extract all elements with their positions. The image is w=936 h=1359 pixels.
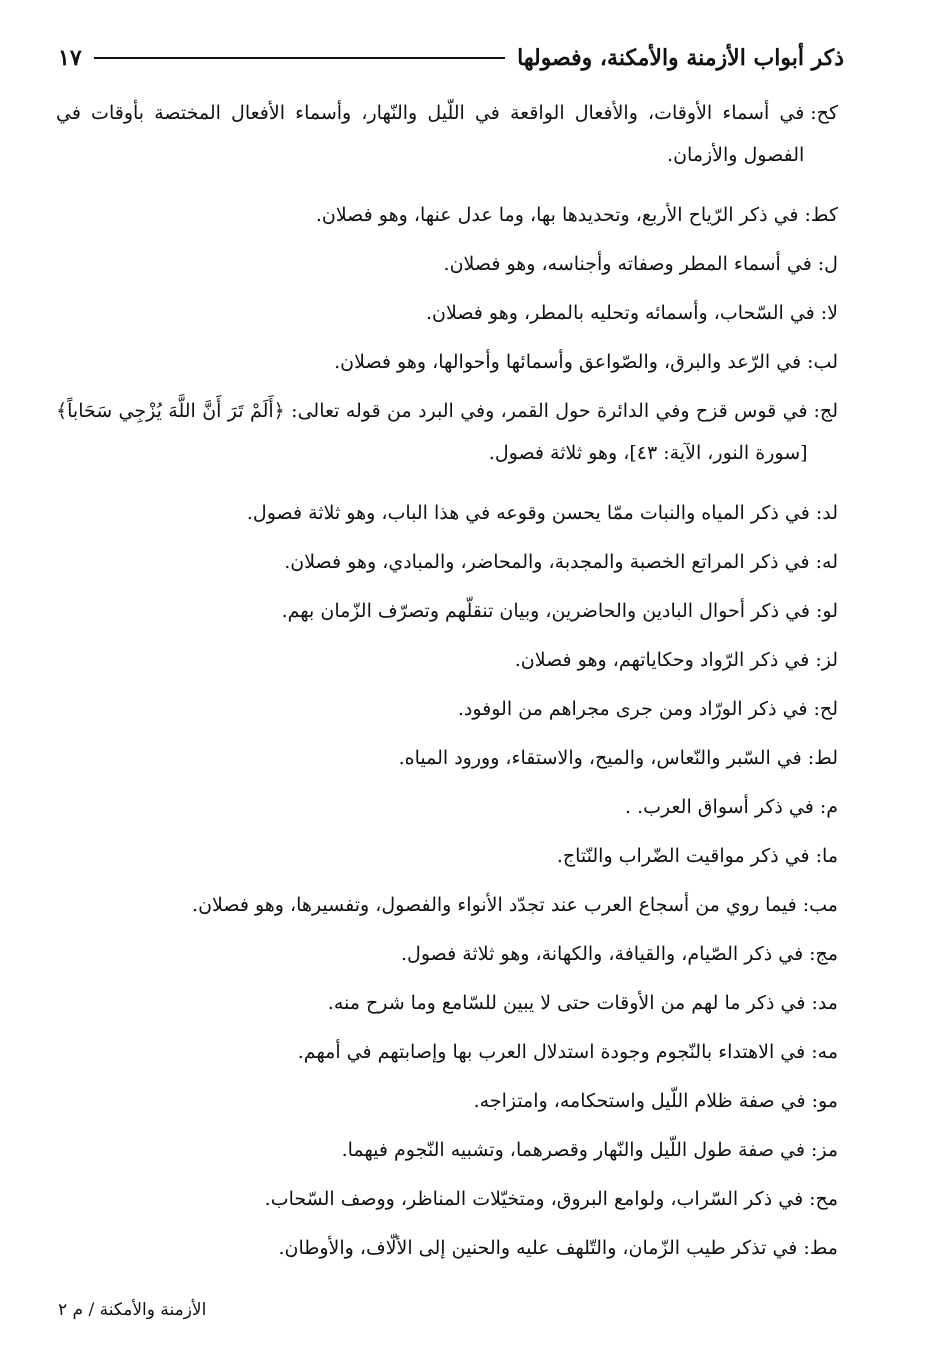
header-rule <box>94 57 506 59</box>
list-item <box>56 1031 838 1080</box>
list-item <box>56 835 838 884</box>
entry-label: له: <box>815 551 838 573</box>
entry-label: لح: <box>813 698 838 720</box>
list-item <box>56 786 838 835</box>
list-item <box>56 933 838 982</box>
entry-label: لط: <box>807 747 838 769</box>
entry-text: في صفة ظلام اللّيل واستحكامه، وامتزاجه. <box>473 1090 806 1112</box>
list-item <box>56 737 838 786</box>
entry-label: لا: <box>820 302 838 324</box>
page-number: ١٧ <box>58 45 82 71</box>
entry-text: في السّبر والنّعاس، والميح، والاستقاء، وورود المياه. <box>398 747 802 769</box>
entry-text: في تذكر طيب الزّمان، والتّلهف عليه والحنين إلى الألّاف، والأوطان. <box>278 1237 798 1259</box>
entry-label: ما: <box>815 845 838 867</box>
entry-text: في ذكر الصّيام، والقيافة، والكهانة، وهو ثلاثة فصول. <box>401 943 804 965</box>
entry-label: مه: <box>811 1041 838 1063</box>
entry-label: لب: <box>807 351 838 373</box>
list-item <box>56 1227 838 1276</box>
entry-label: مز: <box>810 1139 838 1161</box>
entry-text: في ذكر أحوال البادين والحاضرين، وبيان تنقلّهم وتصرّف الزّمان بهم. <box>281 600 810 622</box>
entry-label: لز: <box>815 649 838 671</box>
entry-text: في ذكر أسواق العرب. . <box>625 796 814 818</box>
list-item <box>56 590 838 639</box>
entry-text: في ذكر ما لهم من الأوقات حتى لا يبين للسّامع وما شرح منه. <box>327 992 806 1014</box>
list-item <box>56 982 838 1031</box>
entry-label: مو: <box>811 1090 838 1112</box>
entry-text: في الرّعد والبرق، والصّواعق وأسمائها وأحوالها، وهو فصلان. <box>334 351 802 373</box>
entry-text: في أسماء المطر وصفاته وأجناسه، وهو فصلان. <box>443 253 812 275</box>
list-item <box>56 292 838 341</box>
list-item <box>56 688 838 737</box>
entry-text: في صفة طول اللّيل والنّهار وقصرهما، وتشبيه النّجوم فيهما. <box>341 1139 805 1161</box>
entry-text: في ذكر الرّواد وحكاياتهم، وهو فصلان. <box>514 649 810 671</box>
list-item <box>56 92 838 194</box>
entry-label: كط: <box>804 204 838 226</box>
entry-text: في السّحاب، وأسمائه وتحليه بالمطر، وهو فصلان. <box>425 302 815 324</box>
chapter-list <box>56 92 838 1276</box>
entry-label: مب: <box>802 894 838 916</box>
list-item <box>56 1178 838 1227</box>
entry-text: في ذكر السّراب، ولوامع البروق، ومتخيّلات المناظر، ووصف السّحاب. <box>264 1188 804 1210</box>
entry-text: فيما روي من أسجاع العرب عند تجدّد الأنواء والفصول، وتفسيرها، وهو فصلان. <box>192 894 797 916</box>
entry-text: في ذكر الورّاد ومن جرى مجراهم من الوفود. <box>457 698 808 720</box>
list-item <box>56 1129 838 1178</box>
footer-signature: الأزمنة والأمكنة / م ٢ <box>58 1300 207 1320</box>
entry-label: مج: <box>809 943 838 965</box>
list-item <box>56 390 838 492</box>
entry-text: في ذكر الرّياح الأربع، وتحديدها بها، وما عدل عنها، وهو فصلان. <box>315 204 799 226</box>
list-item <box>56 1080 838 1129</box>
entry-label: ل: <box>817 253 838 275</box>
entry-label: مد: <box>811 992 838 1014</box>
entry-label: مط: <box>803 1237 838 1259</box>
entry-label: لج: <box>813 400 838 422</box>
list-item <box>56 541 838 590</box>
header-title: ذكر أبواب الأزمنة والأمكنة، وفصولها <box>517 45 844 71</box>
list-item <box>56 639 838 688</box>
list-item <box>56 243 838 292</box>
list-item <box>56 884 838 933</box>
list-item <box>56 341 838 390</box>
entry-text: في ذكر المياه والنبات ممّا يحسن وقوعه في هذا الباب، وهو ثلاثة فصول. <box>246 502 810 524</box>
entry-text: في ذكر المراتع الخصبة والمجدبة، والمحاضر، والمبادي، وهو فصلان. <box>284 551 810 573</box>
entry-text: في قوس قزح وفي الدائرة حول القمر، وفي البرد من قوله تعالى: ﴿أَلَمْ تَرَ أَنَّ اللَّهَ يُزْجِي سَحَاباً﴾ [سورة النور، الآية: ٤٣]، وهو ثلاثة فصول. <box>56 400 808 464</box>
entry-label: م: <box>819 796 838 818</box>
entry-text: في ذكر مواقيت الضّراب والنّتاج. <box>556 845 810 867</box>
entry-label: لد: <box>815 502 838 524</box>
entry-label: كح: <box>810 102 838 124</box>
list-item <box>56 194 838 243</box>
running-header <box>58 38 844 78</box>
entry-text: في أسماء الأوقات، والأفعال الواقعة في اللّيل والنّهار، وأسماء الأفعال المختصة بأوقات في الفصول والأزمان. <box>56 102 805 166</box>
list-item <box>56 492 838 541</box>
entry-label: لو: <box>815 600 838 622</box>
entry-label: مح: <box>809 1188 838 1210</box>
entry-text: في الاهتداء بالنّجوم وجودة استدلال العرب بها وإصابتهم في أمهم. <box>297 1041 806 1063</box>
